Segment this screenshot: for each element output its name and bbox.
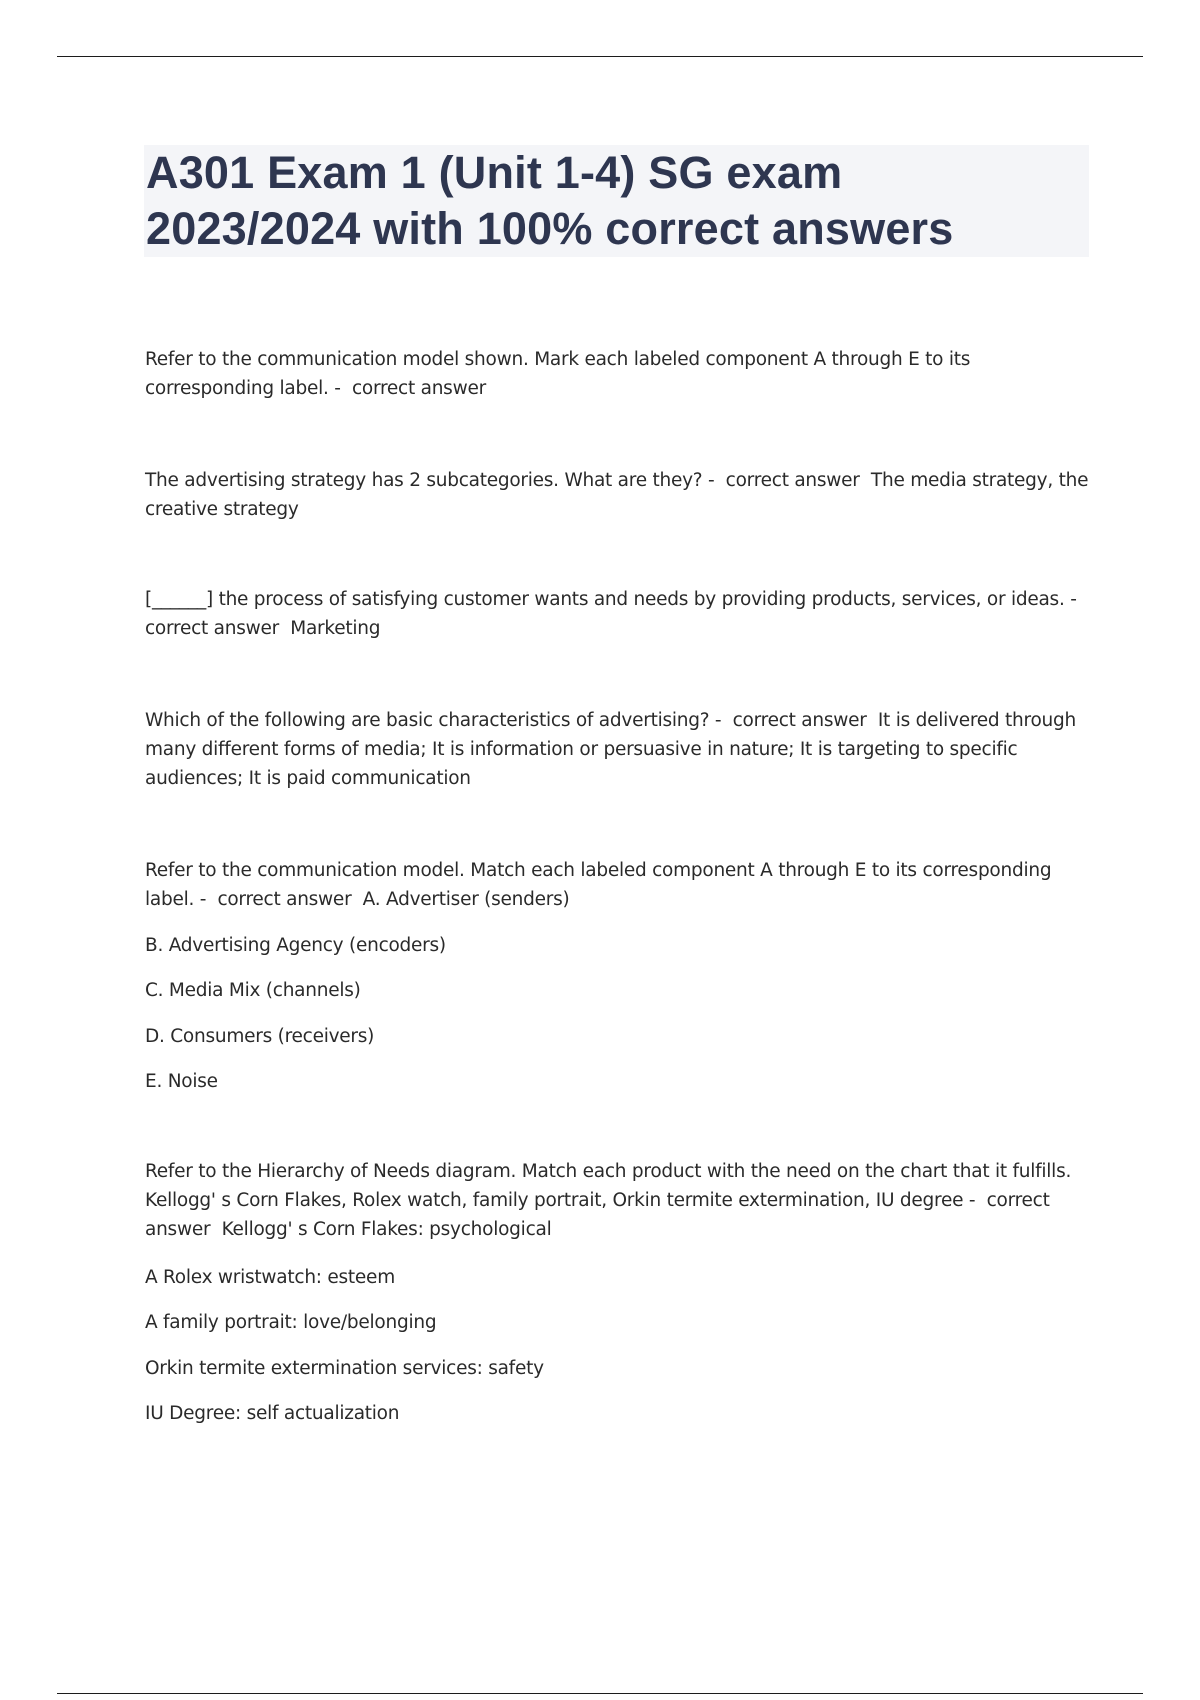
- question-text: [______] the process of satisfying customer wants and needs by providing products, services, or ideas. -: [145, 589, 1083, 610]
- answer-label: correct answer: [726, 710, 867, 731]
- answer-label: correct answer: [211, 889, 352, 910]
- title-line-2: 2023/2024 with 100% correct answers: [146, 203, 954, 254]
- qa-item-2: [145, 466, 1094, 524]
- title-line-1: A301 Exam 1 (Unit 1-4) SG exam: [146, 147, 843, 198]
- answer-line: A Rolex wristwatch: esteem: [145, 1267, 395, 1288]
- qa-item-4: [145, 706, 1090, 793]
- qa-item-1: [145, 345, 1015, 403]
- answer-text: Kellogg' s Corn Flakes: psychological: [210, 1219, 552, 1240]
- answer-line: IU Degree: self actualization: [145, 1403, 400, 1424]
- answer-label: correct answer: [720, 470, 860, 491]
- document-title: [144, 145, 1089, 257]
- answer-label: correct answer: [145, 1190, 1056, 1240]
- question-text: Which of the following are basic characteristics of advertising? -: [145, 710, 727, 731]
- bottom-rule: [57, 1693, 1143, 1694]
- answer-label: correct answer: [145, 618, 279, 639]
- answer-text: The media strategy, the creative strategy: [145, 470, 1094, 520]
- answer-line: E. Noise: [145, 1071, 218, 1092]
- question-text: Refer to the Hierarchy of Needs diagram. Match each product with the need on the chart that it fulfills. Kellogg' s Corn Flakes, Rolex watch, family portrait, Orkin termite extermination, IU degree -: [145, 1161, 1077, 1211]
- title-block: [144, 145, 1089, 257]
- answer-line: C. Media Mix (channels): [145, 980, 361, 1001]
- qa-item-3: [145, 585, 1090, 643]
- answer-line: A family portrait: love/belonging: [145, 1312, 437, 1333]
- answer-line: Orkin termite extermination services: safety: [145, 1358, 544, 1379]
- question-text: Refer to the communication model. Match each labeled component A through E to its corresponding label. -: [145, 860, 1057, 910]
- top-rule: [57, 56, 1143, 57]
- question-text: Refer to the communication model shown. Mark each labeled component A through E to its corresponding label. -: [145, 349, 976, 399]
- answer-label: correct answer: [346, 378, 486, 399]
- answer-line: B. Advertising Agency (encoders): [145, 935, 446, 956]
- answer-text: Marketing: [278, 618, 381, 639]
- answer-line: D. Consumers (receivers): [145, 1026, 375, 1047]
- answer-text: It is delivered through many different forms of media; It is information or persuasive in nature; It is targeting to specific audiences; It is paid communication: [145, 710, 1082, 789]
- qa-item-6: [145, 1157, 1090, 1244]
- answer-text: A. Advertiser (senders): [351, 889, 570, 910]
- question-text: The advertising strategy has 2 subcategories. What are they? -: [145, 470, 721, 491]
- qa-item-5: [145, 856, 1090, 914]
